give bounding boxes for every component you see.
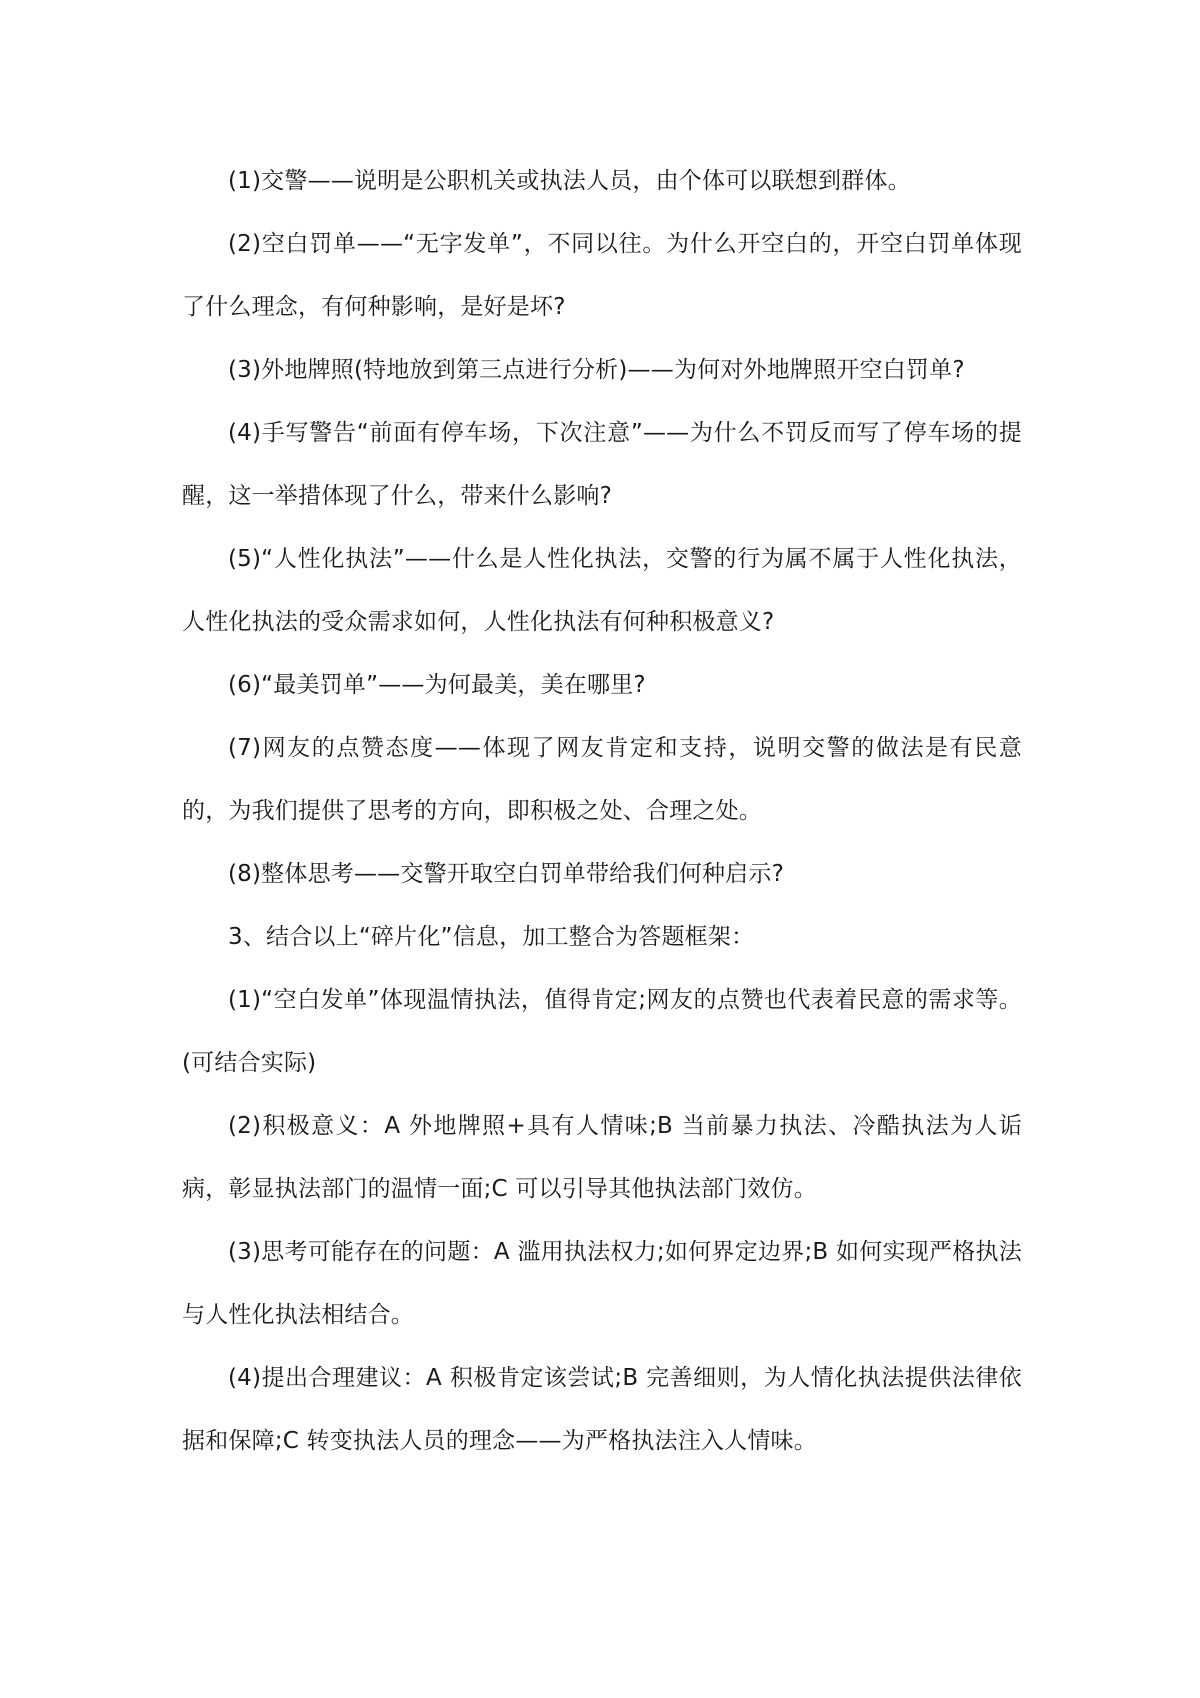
paragraph-point-3: (3)外地牌照(特地放到第三点进行分析)——为何对外地牌照开空白罚单?: [228, 357, 965, 383]
framework-point-2: (2)积极意义：A 外地牌照+具有人情味;B 当前暴力执法、冷酷执法为人诟病，彰显执法部门的温情一面;C 可以引导其他执法部门效仿。: [182, 1113, 1022, 1202]
framework-point-1: (1)“空白发单”体现温情执法，值得肯定;网友的点赞也代表着民意的需求等。(可结合实际): [182, 987, 1022, 1076]
paragraph-point-8: (8)整体思考——交警开取空白罚单带给我们何种启示?: [228, 861, 784, 887]
paragraph-point-7: (7)网友的点赞态度——体现了网友肯定和支持，说明交警的做法是有民意的，为我们提供了思考的方向，即积极之处、合理之处。: [182, 735, 1022, 824]
framework-point-4: (4)提出合理建议：A 积极肯定该尝试;B 完善细则，为人情化执法提供法律依据和保障;C 转变执法人员的理念——为严格执法注入人情味。: [182, 1365, 1022, 1454]
paragraph-point-6: (6)“最美罚单”——为何最美，美在哪里?: [228, 672, 646, 698]
framework-point-3: (3)思考可能存在的问题：A 滥用执法权力;如何界定边界;B 如何实现严格执法与人性化执法相结合。: [182, 1239, 1022, 1328]
document-body: [182, 150, 1022, 1473]
paragraph-point-5: (5)“人性化执法”——什么是人性化执法，交警的行为属不属于人性化执法，人性化执法的受众需求如何，人性化执法有何种积极意义?: [182, 546, 1022, 635]
paragraph-point-1: (1)交警——说明是公职机关或执法人员，由个体可以联想到群体。: [228, 168, 911, 194]
paragraph-point-2: (2)空白罚单——“无字发单”，不同以往。为什么开空白的，开空白罚单体现了什么理念，有何种影响，是好是坏?: [182, 231, 1022, 320]
paragraph-point-4: (4)手写警告“前面有停车场，下次注意”——为什么不罚反而写了停车场的提醒，这一举措体现了什么，带来什么影响?: [182, 420, 1022, 509]
section-heading-3: 3、结合以上“碎片化”信息，加工整合为答题框架：: [228, 924, 755, 950]
